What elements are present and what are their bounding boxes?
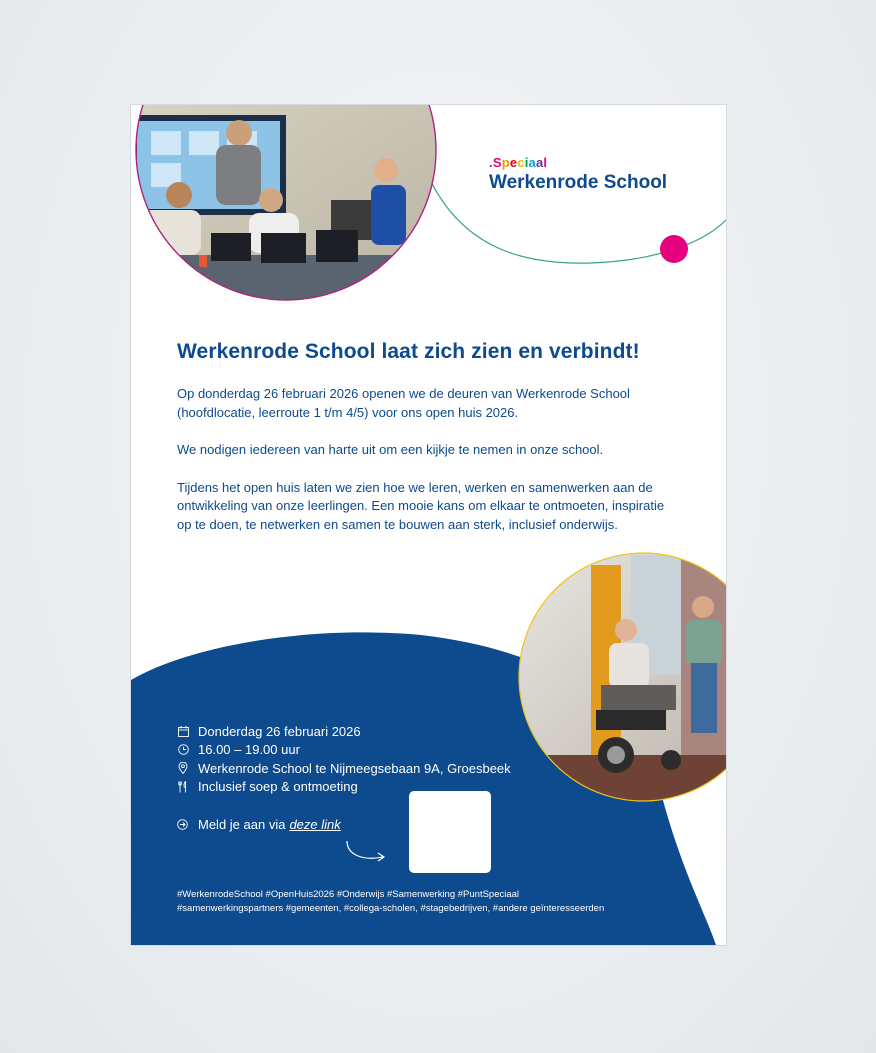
arrow-circle-icon [177, 819, 189, 831]
intro-paragraph: We nodigen iedereen van harte uit om een kijkje te nemen in onze school. [177, 442, 604, 457]
intro-paragraph: Tijdens het open huis laten we zien hoe we leren, werken en samenwerken aan de ontwikkeling van onze leerlingen. Een mooie kans om elkaar te ontmoeten, inspiratie op te doen, te netwerken en samen te bouwen aan sterk, inclusief onderwijs. [177, 479, 665, 532]
utensils-icon [177, 781, 189, 793]
intro-text [177, 385, 677, 553]
hashtags [177, 888, 707, 916]
detail-location [177, 759, 511, 778]
brand-letter: i [524, 155, 529, 170]
clock-icon [177, 744, 189, 756]
classroom-photo [131, 105, 441, 315]
detail-date-text: Donderdag 26 februari 2026 [198, 723, 361, 739]
page-title: Werkenrode School laat zich zien en verbindt! [177, 340, 640, 363]
brand-dot: . [489, 155, 493, 170]
detail-catering-text: Inclusief soep & ontmoeting [198, 779, 358, 795]
brand-letter: a [535, 155, 544, 170]
school-logo [489, 155, 667, 194]
signup-line [177, 817, 341, 832]
detail-time [177, 741, 511, 760]
detail-location-text: Werkenrode School te Nijmeegsebaan 9A, Groesbeek [198, 760, 511, 776]
brand-letter: p [501, 155, 510, 170]
detail-date [177, 722, 511, 741]
brand-letter: l [543, 155, 548, 170]
curved-arrow-icon [343, 839, 391, 865]
brand-wordmark [489, 155, 667, 170]
signup-prefix: Meld je aan via [198, 817, 286, 832]
detail-time-text: 16.00 – 19.00 uur [198, 742, 300, 758]
brand-letter: c [517, 155, 525, 170]
hashtag-line: #samenwerkingspartners #gemeenten, #collega-scholen, #stagebedrijven, #andere geïnteresseerden [177, 903, 605, 914]
calendar-icon [177, 725, 189, 737]
open-house-flyer [131, 105, 726, 945]
brand-letter: a [528, 155, 536, 170]
event-details [177, 722, 511, 796]
brand-letter: e [509, 155, 518, 170]
school-name: Werkenrode School [489, 172, 668, 193]
signup-link[interactable]: deze link [289, 817, 341, 832]
magenta-dot [660, 235, 688, 263]
qr-code-card[interactable] [409, 791, 491, 873]
intro-paragraph: Op donderdag 26 februari 2026 openen we de deuren van Werkenrode School (hoofdlocatie, leerroute 1 t/m 4/5) voor ons open huis 2026. [177, 386, 630, 420]
hashtag-line: #WerkenrodeSchool #OpenHuis2026 #Onderwijs #Samenwerking #PuntSpeciaal [177, 889, 520, 900]
brand-letter: S [492, 155, 502, 170]
location-pin-icon [177, 762, 189, 774]
